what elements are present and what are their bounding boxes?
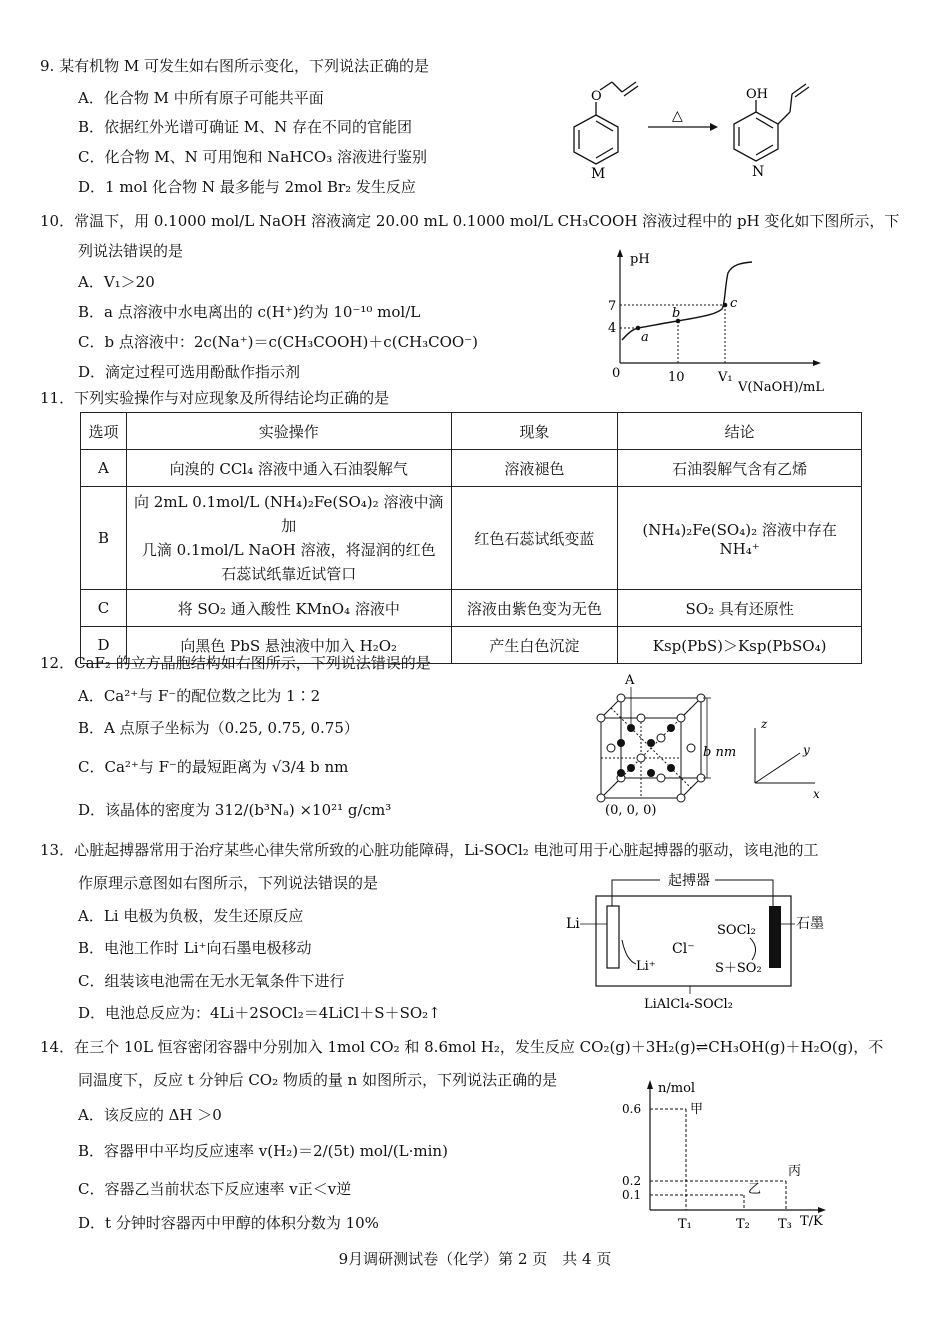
x-tick-t2: T₂: [736, 1217, 750, 1232]
li-ion-arrow: [622, 940, 636, 964]
operation-line: 向 2mL 0.1mol/L (NH₄)₂Fe(SO₄)₂ 溶液中滴加: [134, 493, 444, 535]
q10-option-d: D．滴定过程可选用酚酞作指示剂: [78, 363, 301, 381]
x-tick-t1: T₁: [678, 1217, 692, 1232]
q13-option-c: C．组装该电池需在无水无氧条件下进行: [78, 972, 345, 990]
graphite-label: 石墨: [796, 916, 824, 932]
y-tick-0-1: 0.1: [622, 1188, 642, 1202]
electrolyte-label: LiAlCl₄-SOCl₂: [644, 997, 733, 1012]
socl2-label: SOCl₂: [717, 923, 756, 938]
row-option: D: [81, 627, 127, 664]
row-phenomenon: 红色石蕊试纸变蓝: [451, 487, 618, 590]
q10-stem-line1: 10．常温下，用 0.1000 mol/L NaOH 溶液滴定 20.00 mL 0.1000 mol/L CH₃COOH 溶液过程中的 pH 变化如下图所示，下: [40, 212, 900, 230]
row-conclusion: SO₂ 具有还原性: [618, 590, 862, 627]
point-a: [636, 326, 641, 331]
row-phenomenon: 溶液褪色: [451, 450, 618, 487]
x-tick-10: 10: [668, 370, 685, 385]
x-axis-arrow: [818, 1207, 826, 1213]
pacemaker-label: 起搏器: [668, 873, 710, 889]
axis-y-label: y: [803, 743, 810, 757]
axis-x-label: x: [813, 787, 820, 801]
unit-cell-frame: [601, 698, 701, 798]
chloride-label: Cl⁻: [672, 941, 695, 957]
row-option: B: [81, 487, 127, 590]
q9-option-d: D．1 mol 化合物 N 最多能与 2mol Br₂ 发生反应: [78, 178, 416, 196]
q14-n-vs-t-chart: [610, 1075, 850, 1235]
y-tick-7: 7: [608, 299, 617, 314]
label-m: M: [591, 166, 606, 182]
label-bing: 丙: [788, 1164, 802, 1179]
row-phenomenon: 溶液由紫色变为无色: [451, 590, 618, 627]
q12-option-d: D．该晶体的密度为 312/(b³Nₐ) ×10²¹ g/cm³: [78, 801, 392, 819]
oh-label: OH: [746, 87, 768, 102]
q13-option-b: B．电池工作时 Li⁺向石墨电极移动: [78, 939, 312, 957]
label-c: c: [730, 296, 738, 311]
wire-left: [612, 880, 660, 906]
header-conclusion: 结论: [618, 413, 862, 450]
heat-symbol: △: [672, 108, 683, 124]
q12-stem: 12．CaF₂ 的立方晶胞结构如右图所示，下列说法错误的是: [40, 654, 431, 672]
q13-stem-line1: 13．心脏起搏器常用于治疗某些心律失常所致的心脏功能障碍，Li-SOCl₂ 电池可用于心脏起搏器的驱动，该电池的工: [40, 841, 819, 859]
q14-option-a: A．该反应的 ΔH ＞0: [78, 1106, 222, 1124]
row-conclusion: (NH₄)₂Fe(SO₄)₂ 溶液中存在 NH₄⁺: [618, 487, 862, 590]
q10-option-a: A．V₁＞20: [78, 273, 155, 291]
q14-stem-line2: 同温度下，反应 t 分钟后 CO₂ 物质的量 n 如图所示，下列说法正确的是: [78, 1071, 558, 1089]
q9-option-c: C．化合物 M、N 可用饱和 NaHCO₃ 溶液进行鉴别: [78, 148, 427, 166]
header-option: 选项: [81, 413, 127, 450]
q10-stem-line2: 列说法错误的是: [78, 242, 184, 260]
row-operation: 将 SO₂ 通入酸性 KMnO₄ 溶液中: [126, 590, 451, 627]
row-phenomenon: 产生白色沉淀: [451, 627, 618, 664]
label-b: b: [672, 306, 681, 321]
q14-option-d: D．t 分钟时容器丙中甲醇的体积分数为 10%: [78, 1214, 379, 1232]
x-axis-arrow: [813, 360, 821, 366]
operation-line: 石蕊试纸靠近试管口: [221, 565, 357, 583]
q12-crystal-figure: [585, 668, 845, 828]
row-operation: 向溴的 CCl₄ 溶液中通入石油裂解气: [126, 450, 451, 487]
li-ion-label: Li⁺: [636, 959, 656, 974]
q11-experiment-table: [80, 412, 862, 664]
y-tick-4: 4: [608, 321, 617, 336]
products-label: S＋SO₂: [715, 961, 762, 976]
origin-label: (0, 0, 0): [605, 803, 657, 818]
label-jia: 甲: [690, 1102, 704, 1117]
q14-option-c: C．容器乙当前状态下反应速率 v正＜v逆: [78, 1180, 352, 1198]
arrow-head: [710, 123, 718, 131]
q13-option-d: D．电池总反应为：4Li＋2SOCl₂＝4LiCl＋S＋SO₂↑: [78, 1004, 441, 1022]
point-a-label: A: [625, 673, 635, 688]
row-option: A: [81, 450, 127, 487]
li-label: Li: [566, 916, 580, 932]
q9-reaction-figure: [560, 60, 880, 190]
molecule-m: [574, 82, 638, 164]
row-conclusion: Ksp(PbS)＞Ksp(PbSO₄): [618, 627, 862, 664]
q13-stem-line2: 作原理示意图如右图所示，下列说法错误的是: [78, 874, 379, 892]
y-axis-arrow: [617, 249, 623, 257]
row-operation: [126, 487, 451, 590]
x-axis-label: V(NaOH)/mL: [738, 380, 824, 395]
q14-stem-line1: 14．在三个 10L 恒容密闭容器中分别加入 1mol CO₂ 和 8.6mol H₂，发生反应 CO₂(g)＋3H₂(g)⇌CH₃OH(g)＋H₂O(g)，不: [40, 1038, 884, 1056]
graphite-electrode: [769, 906, 781, 968]
f-ions: [617, 724, 675, 777]
q14-option-b: B．容器甲中平均反应速率 v(H₂)＝2/(5t) mol/(L·min): [78, 1142, 448, 1160]
y-tick-0-2: 0.2: [622, 1174, 642, 1188]
edge-label: b nm: [703, 745, 737, 760]
y-tick-0-6: 0.6: [622, 1102, 642, 1116]
row-option: C: [81, 590, 127, 627]
reduction-arrow: [750, 938, 756, 960]
q9-option-a: A．化合物 M 中所有原子可能共平面: [78, 89, 324, 107]
q11-stem: 11．下列实验操作与对应现象及所得结论均正确的是: [40, 389, 390, 407]
table-row: [81, 590, 862, 627]
wire-right: [715, 880, 773, 906]
q13-battery-figure: [560, 868, 850, 1013]
table-header-row: [81, 413, 862, 450]
point-c: [723, 303, 728, 308]
li-electrode: [607, 906, 619, 968]
y-axis-label: n/mol: [658, 1081, 696, 1096]
y-axis-label: pH: [630, 252, 650, 267]
q10-titration-chart: [600, 245, 840, 395]
table-row: [81, 487, 862, 590]
x-tick-v1: V₁: [718, 370, 733, 385]
axis-z-label: z: [761, 717, 768, 731]
q12-option-b: B．A 点原子坐标为（0.25, 0.75, 0.75）: [78, 719, 359, 737]
header-operation: 实验操作: [126, 413, 451, 450]
header-phenomenon: 现象: [451, 413, 618, 450]
q12-option-c: C．Ca²⁺与 F⁻的最短距离为 √3/4 b nm: [78, 758, 349, 776]
q10-option-c: C．b 点溶液中：2c(Na⁺)＝c(CH₃COOH)＋c(CH₃COO⁻): [78, 333, 478, 351]
q9-option-b: B．依据红外光谱可确证 M、N 存在不同的官能团: [78, 118, 413, 136]
row-conclusion: 石油裂解气含有乙烯: [618, 450, 862, 487]
q12-option-a: A．Ca²⁺与 F⁻的配位数之比为 1∶2: [78, 687, 321, 705]
x-tick-0: 0: [612, 366, 621, 381]
q9-stem: 9. 某有机物 M 可发生如右图所示变化，下列说法正确的是: [40, 57, 429, 75]
page-footer: 9月调研测试卷（化学）第 2 页 共 4 页: [338, 1250, 612, 1268]
row-operation: 向黑色 PbS 悬浊液中加入 H₂O₂: [126, 627, 451, 664]
x-tick-t3: T₃: [778, 1217, 792, 1232]
label-n: N: [752, 164, 765, 180]
q10-option-b: B．a 点溶液中水电离出的 c(H⁺)约为 10⁻¹⁰ mol/L: [78, 303, 421, 321]
table-row: [81, 450, 862, 487]
q13-option-a: A．Li 电极为负极，发生还原反应: [78, 907, 304, 925]
oxygen-label: O: [591, 89, 602, 104]
operation-line: 几滴 0.1mol/L NaOH 溶液，将湿润的红色: [141, 541, 436, 559]
y-axis-arrow: [647, 1080, 653, 1089]
label-yi: 乙: [748, 1182, 762, 1197]
label-a: a: [641, 330, 649, 345]
x-axis-label: T/K: [800, 1214, 823, 1229]
